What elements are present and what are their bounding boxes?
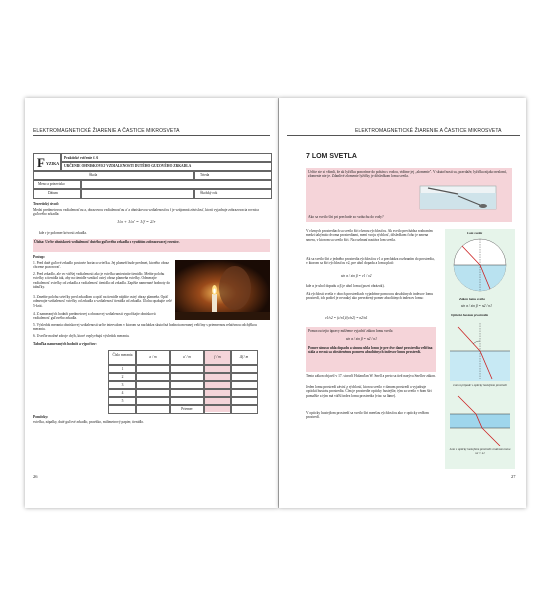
lab-title: Praktické cvičenie č. 6 — [64, 155, 99, 160]
step-1: 1. Pred duté guľové zrkadlo postavte horiacu sviečku. Jej plameň bude predmet, ktorého obraz chceme pozorovať. — [33, 261, 169, 270]
paragraph-4: Ak rýchlosti svetla v oboch prostrediach vyjadríme pomocou absolútnych indexov lomu prostredí, ich podiel je rovnaký ako prevrátený pomer absolútnych indexov lomu: — [306, 292, 433, 301]
refraction-circle-figure — [452, 237, 508, 293]
measurement-table — [108, 350, 256, 412]
step-2: 2. Pred zrkadlo, ale vo väčšej vzdialenosti ako je sviečka umiestnite tienidlo. Meňte polohu sviečky a tienidla tak, aby na tienidle vznikol ostrý obraz plameňa sviečky. Odmerajte vzdialenosť sviečky od zrkadla a vzdialenosť tienidla od zrkadla. Zapíšte namerané hodnoty do tabuľky. — [33, 272, 171, 289]
step-3: 3. Zmeňte polohu sviečky pred zrkadlom a opäť na tienidle nájdite ostrý obraz plameňa. Opäť odmerajte vzdialenosť sviečky od zrkadla a vzdialenosť tienidla od zrkadla. Úlohu opakujte celé 5-krát. — [33, 295, 172, 308]
paragraph-3: kde α je uhol dopadu a β je uhol lomu (pozri obrázok). — [306, 284, 385, 288]
chapter-title: 7 LOM SVETLA — [306, 153, 357, 160]
header-measure-text: Číslo merania — [112, 353, 133, 357]
date-label-cell — [33, 188, 82, 199]
snell-law-statement: Pomer sínusu uhla dopadu a sínusu uhla lomu je pre dve dané prostredia veličina stála a rovná sa obrátenému pomeru absolútnych indexov lomu prostredí. — [308, 346, 433, 355]
candle-mirror-photo — [175, 260, 270, 320]
row-number: 1 — [121, 367, 124, 371]
page-number-right: 27 — [511, 474, 516, 479]
lab-header-box — [33, 153, 270, 205]
tools-text: sviečka, zápalky, duté guľové zrkadlo, pravítko, milimetrový papier, tienidlo. — [33, 420, 145, 424]
law-intro: Pomocou tejto úpravy môžeme vyjadriť zákon lomu svetla — [308, 329, 393, 333]
theory-text: Medzi predmetovou vzdialenosťou a, obrazovou vzdialenosťou a' a ohniskovou vzdialenosťou f je vzájomná závislosť, ktorú vyjadruje zobrazovacia rovnica guľového zrkadla: — [33, 208, 259, 217]
date-label: Dátum — [48, 191, 58, 195]
figure-1-label: Lom svetla — [467, 231, 483, 235]
procedure-heading: Postup: — [33, 255, 45, 259]
paragraph-7: V opticky hustejšom prostredí sa svetlo šíri menšou rýchlosťou ako v opticky redšom prostredí. — [306, 411, 429, 420]
year-cell — [193, 188, 272, 199]
figure-2-subtitle: Optická hustota prostredia — [451, 313, 489, 317]
year-label: Školský rok — [200, 191, 218, 195]
step-6: 6. Uveďte možné zdroje chýb, ktoré ovplyvňujú výsledok merania. — [33, 334, 130, 338]
page-number-left: 26 — [33, 474, 38, 479]
row-number: 2 — [121, 375, 124, 379]
average-label: Priemer — [181, 407, 193, 411]
header-rule — [33, 135, 270, 136]
intro-box — [306, 168, 512, 222]
theory-tail: kde r je polomer krivosti zrkadla. — [39, 231, 87, 235]
theory-heading: Teoretický úvod: — [33, 202, 59, 206]
step-4: 4. Z nameraných hodnôt predmetovej a obrazovej vzdialenosti vypočítajte ohniskovú vzdialenosť guľového zrkadla. — [33, 312, 156, 321]
paragraph-5: Tento zákon objavil v 17. storočí Holanďan W. Snell a preto sa tiež nazýva Snellov zákon. — [306, 374, 436, 378]
logo-letter: F — [37, 155, 45, 170]
mirror-equation: 1/a + 1/a' = 1/f = 2/r — [117, 219, 156, 224]
lab-subtitle: URČENIE OHNISKOVEJ VZDIALENOSTI DUTÉHO GUĽOVÉHO ZRKADLA — [64, 164, 192, 168]
glass-with-spoon-image — [418, 185, 498, 210]
question-text: Ako sa svetlo šíri pri prechode zo vzduchu do vody? — [308, 215, 384, 219]
figure-2-equation: sin α / sin β = n2 / n1 — [461, 304, 492, 308]
name-label: Meno a priezvisko — [38, 182, 65, 186]
intro-text: Určite ste si všimli, že ak lyžičku ponoríme do pohára s vodou, vidíme jej „zlomenie". V skutočnosti sa, pravdaže, lyžička nijako nezlomí, zlomenie nie je. Zdanlivé zlomenie lyžičky je dôsledkom lomu svetla. — [308, 170, 507, 179]
header-a-text: a / m — [149, 355, 157, 359]
goal-box — [33, 239, 270, 252]
header-rule — [287, 135, 520, 136]
school-label: Škola — [89, 173, 98, 177]
header-df-text: Δf / m — [239, 355, 249, 359]
right-page — [279, 98, 526, 508]
running-head: ELEKTROMAGNETICKÉ ŽIARENIE A ČASTICE MIKROSVETA — [33, 128, 180, 134]
figure-3-caption: Lom k prípade v opticky hustejšom prostredí — [453, 383, 507, 387]
row-number: 3 — [121, 383, 124, 387]
refraction-equation-2: v1/v2 = (c/n1)/(c/n2) = n2/n1 — [325, 316, 368, 320]
table-cell — [169, 404, 205, 414]
refraction-diagram-2 — [450, 394, 510, 446]
header-a-prime-text: a' / m — [183, 355, 191, 359]
snell-equation: sin α / sin β = n2 / n1 — [346, 337, 377, 341]
class-label: Trieda — [200, 173, 210, 177]
refraction-equation-1: sin α / sin β = v1 / v2 — [341, 274, 372, 278]
figure-2-label: Zákon lomu svetla — [459, 297, 485, 301]
table-cell — [108, 404, 137, 414]
left-page — [25, 98, 278, 508]
table-cell — [135, 404, 171, 414]
figure-column — [445, 229, 515, 469]
table-cell — [203, 404, 232, 414]
paragraph-6: Jeden lomu prostredí závisí z rýchlostí, ktorou svetlo v danom prostredí a vyjadruje optickú hustotu prostredia. Čím je prostredie opticky hustejšie, tým sa svetlo v ňom šíri pomalšie a tým má väčší index lomu prostredia (viac sa láme). — [306, 385, 432, 398]
table-heading: Tabuľka nameraných hodnôt a výpočtov: — [33, 342, 97, 346]
header-f-text: f / m — [214, 355, 221, 359]
paragraph-1: V rôznych prostrediach sa svetlo šíri rôznou rýchlosťou. Ak svetlo prechádza rozhraním medzi takýmito dvoma prostrediami, mení svoju rýchlosť, dôsledkom čoho je zmena smeru, v ktorom sa svetlo šíri. Na rozhraní nastáva lom svetla. — [306, 229, 433, 242]
row-number: 5 — [121, 399, 124, 403]
tools-heading: Pomôcky: — [33, 415, 49, 419]
goal-text: Úloha: Určte ohniskovú vzdialenosť dutého guľového zrkadla s využitím zobrazovacej rovnice. — [34, 240, 180, 244]
running-head: ELEKTROMAGNETICKÉ ŽIARENIE A ČASTICE MIKROSVETA — [355, 128, 502, 134]
figure-4-caption: Lom v opticky hustejšom prostredí s indexom lomu n2 > n1 — [449, 447, 511, 455]
step-5: 5. Výsledok merania ohniskovej vzdialenosti určte intervalom v ktorom sa nachádza skutočná hodnota meranej veličiny s priemernou relatívnou odchýlkou merania. — [33, 323, 257, 332]
paragraph-2: Ak sa svetlo šíri z jedného prostredia rýchlosťou v1 a prechádza rozhraním do prostredia, v ktorom sa šíri rýchlosťou v2, pre uhol dopadu a lomu platí: — [306, 257, 435, 266]
table-cell — [230, 404, 258, 414]
row-number: 4 — [121, 391, 124, 395]
law-box — [306, 327, 436, 372]
refraction-diagram-1 — [450, 321, 510, 381]
date-field — [80, 188, 195, 199]
logo-word: YZIKA — [46, 161, 60, 166]
